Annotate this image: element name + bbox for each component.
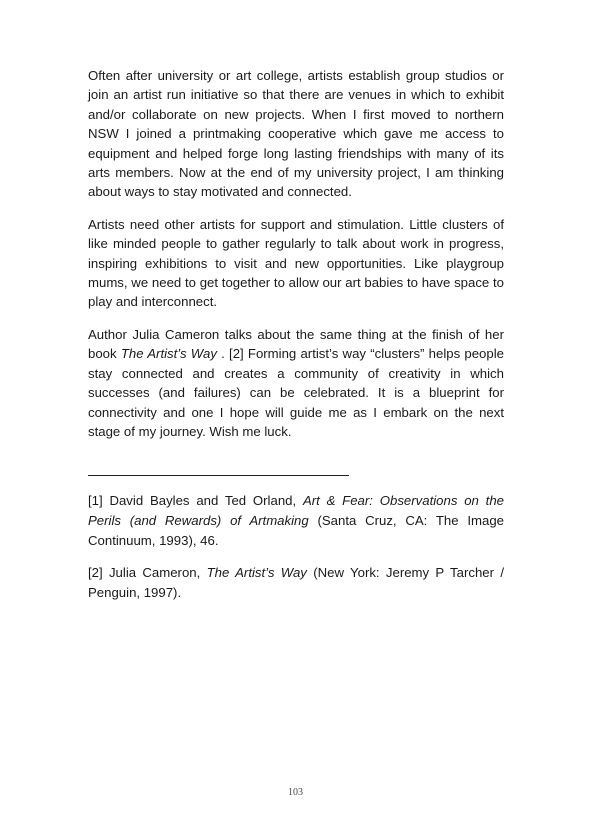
footnote-1-title: Art & Fear: Observations on the Perils (and Rewards) of Artmaking <box>88 493 504 528</box>
paragraph-3-text-before: Author Julia Cameron talks about the same thing at the finish of her book <box>88 326 504 362</box>
footnotes <box>88 491 504 615</box>
footnote-1-before: [1] David Bayles and Ted Orland, <box>88 493 303 508</box>
footnote-1-after: (Santa Cruz, CA: The Image Continuum, 1993), 46. <box>88 513 504 548</box>
footnote-2-after: (New York: Jeremy P Tarcher / Penguin, 1997). <box>88 565 504 600</box>
footnote-separator <box>88 475 349 476</box>
paragraph-3-text-after: . [2] Forming artist’s way “clusters” helps people stay connected and creates a community of creativity in which successes (and failures) can be celebrated. It is a blueprint for connectivity and one I hope will guide me as I embark on the next stage of my journey. Wish me luck. <box>88 346 504 439</box>
footnote-2 <box>88 563 504 603</box>
page-number: 103 <box>288 787 303 798</box>
footnote-2-title: The Artist’s Way <box>206 565 307 580</box>
book-title-reference: The Artist’s Way <box>120 346 217 362</box>
paragraph-2: Artists need other artists for support and stimulation. Little clusters of like minded people to gather regularly to talk about work in progress, inspiring exhibitions to visit and new opportunities. Like playgroup mums, we need to get together to allow our art babies to have space to play and interconnect. <box>88 216 504 310</box>
body-text <box>88 66 504 441</box>
footnote-1 <box>88 491 504 551</box>
paragraph-1: Often after university or art college, artists establish group studios or join an artist run initiative so that there are venues in which to exhibit and/or collaborate on new projects. When I first moved to northern NSW I joined a printmaking cooperative which gave me access to equipment and helped forge long lasting friendships with many of its arts members. Now at the end of my university project, I am thinking about ways to stay motivated and connected. <box>88 68 504 200</box>
footnote-2-before: [2] Julia Cameron, <box>88 565 207 580</box>
paragraph-3 <box>88 325 504 441</box>
